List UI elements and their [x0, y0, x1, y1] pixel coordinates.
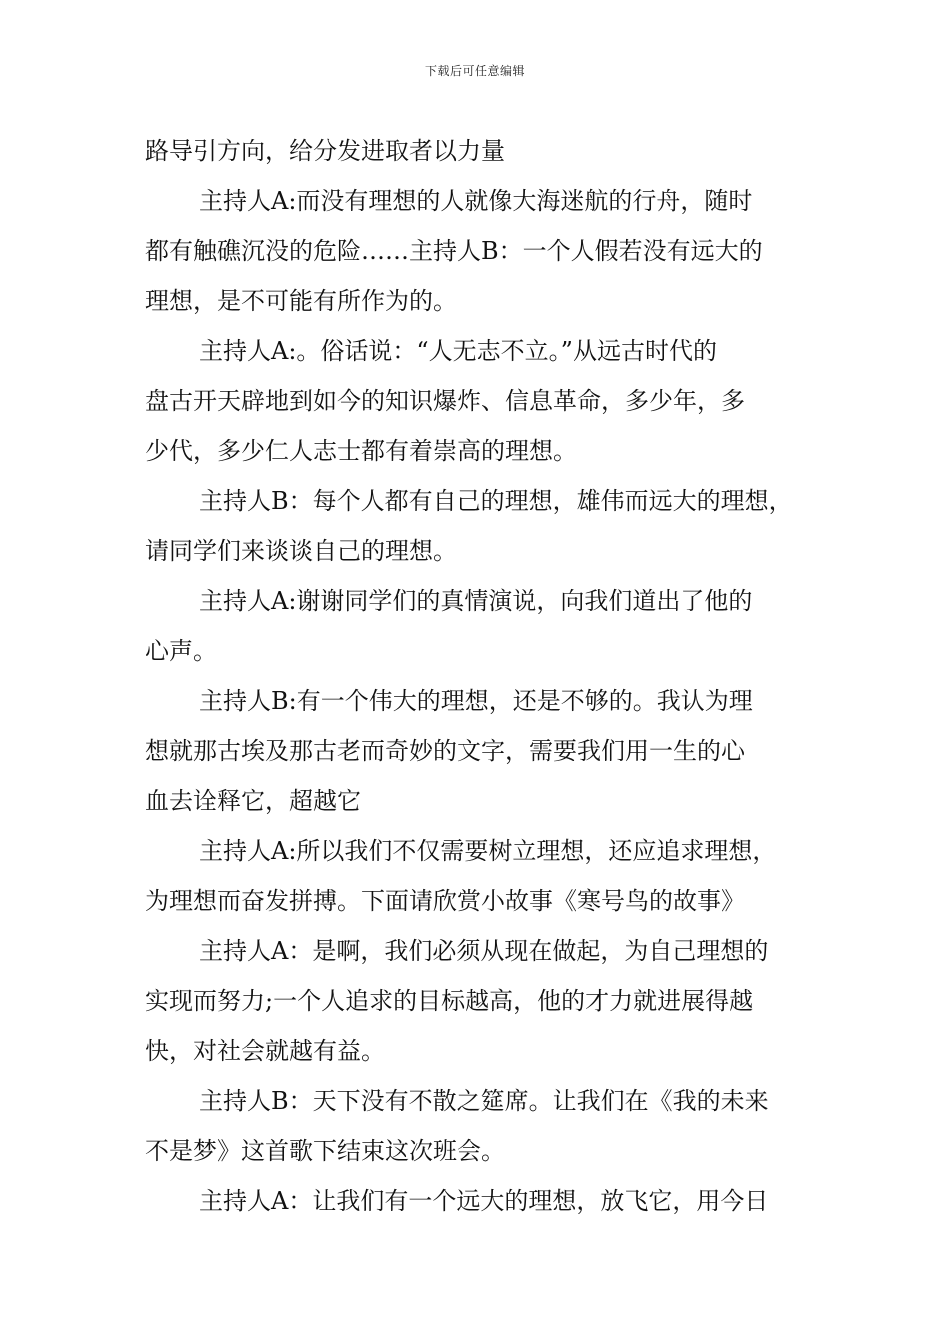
text-line: 主持人A:而没有理想的人就像大海迷航的行舟，随时 [199, 187, 753, 215]
text-line: 主持人B:有一个伟大的理想，还是不够的。我认为理 [199, 687, 753, 715]
text-line: 想就那古埃及那古老而奇妙的文字，需要我们用一生的心 [145, 737, 745, 765]
text-line: 都有触礁沉没的危险……主持人B：一个人假若没有远大的 [145, 237, 763, 265]
text-line: 主持人B：每个人都有自己的理想，雄伟而远大的理想， [199, 487, 793, 515]
text-line: 理想，是不可能有所作为的。 [145, 287, 457, 315]
text-line: 主持人B：天下没有不散之筵席。让我们在《我的未来 [199, 1087, 769, 1115]
text-line: 主持人A:谢谢同学们的真情演说，向我们道出了他的 [199, 587, 753, 615]
text-line: 请同学们来谈谈自己的理想。 [145, 537, 457, 565]
text-line: 主持人A：是啊，我们必须从现在做起，为自己理想的 [199, 937, 769, 965]
text-line: 路导引方向，给分发进取者以力量 [145, 137, 505, 165]
text-line: 不是梦》这首歌下结束这次班会。 [145, 1137, 505, 1165]
page-header: 下载后可任意编辑 [424, 64, 525, 78]
text-line: 实现而努力;一个人追求的目标越高，他的才力就进展得越 [145, 987, 754, 1015]
text-line: 快，对社会就越有益。 [145, 1037, 385, 1065]
document-body [145, 126, 815, 1226]
text-line: 为理想而奋发拼搏。下面请欣赏小故事《寒号鸟的故事》 [145, 887, 745, 915]
text-line: 血去诠释它，超越它 [145, 787, 361, 815]
text-line: 主持人A:所以我们不仅需要树立理想，还应追求理想， [199, 837, 777, 865]
text-line: 盘古开天辟地到如今的知识爆炸、信息革命，多少年，多 [145, 387, 745, 415]
text-line: 少代，多少仁人志士都有着崇高的理想。 [145, 437, 577, 465]
text-line: 主持人A:。俗话说：“人无志不立。”从远古时代的 [199, 337, 717, 365]
text-line: 心声。 [145, 637, 217, 665]
text-line: 主持人A：让我们有一个远大的理想，放飞它，用今日 [199, 1187, 769, 1215]
